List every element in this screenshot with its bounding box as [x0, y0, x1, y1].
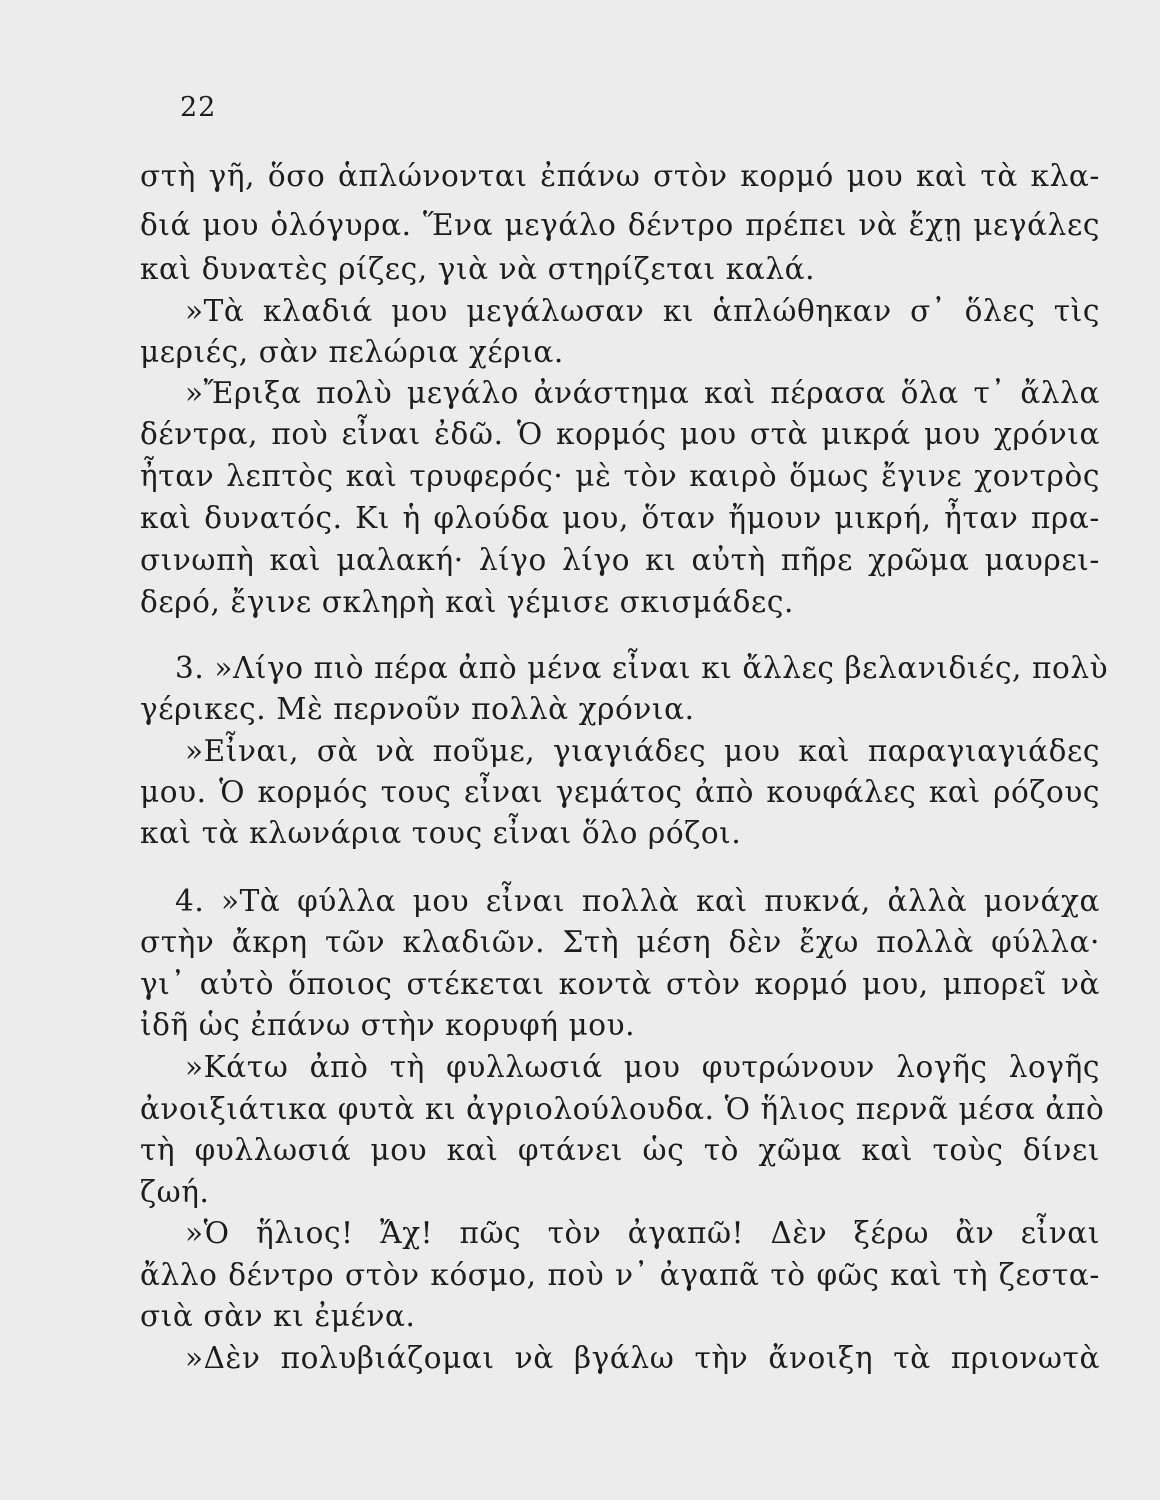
text-line: καὶ τὰ κλωνάρια τους εἶναι ὅλο ρόζοι. — [140, 816, 742, 850]
text-line: ζωή. — [140, 1175, 210, 1209]
text-line: ἰδῆ ὡς ἐπάνω στὴν κορυφή μου. — [140, 1008, 636, 1042]
text-line: τὴ φυλλωσιά μου καὶ φτάνει ὡς τὸ χῶμα καὶ τοὺς δίνει — [140, 1133, 1100, 1167]
text-line: ἀνοιξιάτικα φυτὰ κι ἀγριολούλουδα. Ὁ ἥλιος περνᾶ μέσα ἀπὸ — [140, 1092, 1105, 1126]
text-line: »Ὁ ἥλιος! Ἄχ! πῶς τὸν ἀγαπῶ! Δὲν ξέρω ἂν εἶναι — [185, 1216, 1100, 1250]
text-line: μου. Ὁ κορμός τους εἶναι γεμάτος ἀπὸ κουφάλες καὶ ρόζους — [140, 775, 1100, 809]
text-line: σιὰ σὰν κι ἐμένα. — [140, 1299, 416, 1333]
text-line: »Εἶναι, σὰ νὰ ποῦμε, γιαγιάδες μου καὶ παραγιαγιάδες — [185, 734, 1100, 768]
text-line: ἄλλο δέντρο στὸν κόσμο, ποὺ ν᾿ ἀγαπᾶ τὸ φῶς καὶ τὴ ζεστα- — [140, 1258, 1100, 1292]
text-line: στὴν ἄκρη τῶν κλαδιῶν. Στὴ μέση δὲν ἔχω πολλὰ φύλλα· — [140, 925, 1100, 959]
text-line: »Ἔριξα πολὺ μεγάλο ἀνάστημα καὶ πέρασα ὅλα τ᾿ ἄλλα — [185, 376, 1100, 410]
text-line: γι᾿ αὐτὸ ὅποιος στέκεται κοντὰ στὸν κορμό μου, μπορεῖ νὰ — [140, 967, 1100, 1001]
text-line: »Δὲν πολυβιάζομαι νὰ βγάλω τὴν ἄνοιξη τὰ πριονωτὰ — [185, 1341, 1100, 1375]
text-line: μεριές, σὰν πελώρια χέρια. — [140, 335, 564, 369]
text-line: δέντρα, ποὺ εἶναι ἐδῶ. Ὁ κορμός μου στὰ μικρά μου χρόνια — [140, 417, 1100, 451]
text-line: διά μου ὁλόγυρα. Ἕνα μεγάλο δέντρο πρέπει νὰ ἔχῃ μεγάλες — [140, 208, 1100, 242]
text-line: γέρικες. Μὲ περνοῦν πολλὰ χρόνια. — [140, 692, 695, 726]
text-line: καὶ δυνατὲς ρίζες, γιὰ νὰ στηρίζεται καλά. — [140, 252, 816, 286]
text-line: δερό, ἔγινε σκληρὴ καὶ γέμισε σκισμάδες. — [140, 585, 794, 619]
text-line: ἦταν λεπτὸς καὶ τρυφερός· μὲ τὸν καιρὸ ὅμως ἔγινε χοντρὸς — [140, 459, 1100, 493]
text-line: »Κάτω ἀπὸ τὴ φυλλωσιά μου φυτρώνουν λογῆς λογῆς — [185, 1050, 1100, 1084]
text-line: στὴ γῆ, ὅσο ἁπλώνονται ἐπάνω στὸν κορμό μου καὶ τὰ κλα- — [140, 159, 1100, 193]
text-line: 3. »Λίγο πιὸ πέρα ἀπὸ μένα εἶναι κι ἄλλες βελανιδιές, πολὺ — [175, 651, 1109, 685]
text-line: σινωπὴ καὶ μαλακή· λίγο λίγο κι αὐτὴ πῆρε χρῶμα μαυρει- — [140, 543, 1100, 577]
text-line: »Τὰ κλαδιά μου μεγάλωσαν κι ἁπλώθηκαν σ᾿ ὅλες τὶς — [185, 294, 1100, 328]
text-line: καὶ δυνατός. Κι ἡ φλούδα μου, ὅταν ἤμουν μικρή, ἦταν πρα- — [140, 501, 1100, 535]
page-number: 22 — [180, 92, 217, 123]
text-line: 4. »Τὰ φύλλα μου εἶναι πολλὰ καὶ πυκνά, ἀλλὰ μονάχα — [175, 884, 1100, 918]
